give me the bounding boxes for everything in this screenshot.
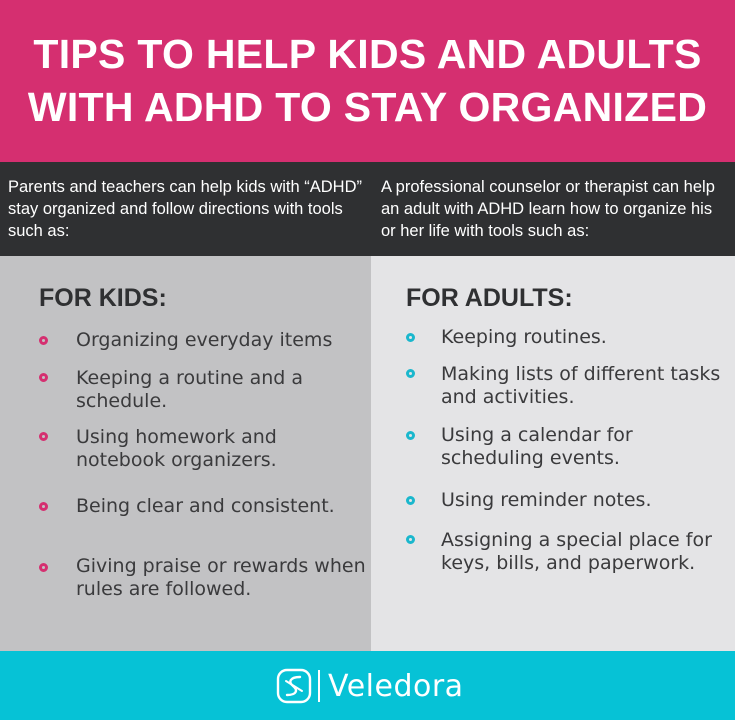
kids-column (0, 256, 371, 651)
kids-item: Using homework and notebook organizers. (76, 426, 277, 471)
adults-bullet-icon (406, 535, 415, 544)
adults-item: Using a calendar for scheduling events. (441, 424, 633, 469)
brand-logo[interactable] (276, 666, 464, 706)
kids-bullet-icon (39, 432, 48, 441)
veledora-logo-icon (276, 668, 312, 704)
adults-bullet-icon (406, 333, 415, 342)
kids-bullet-icon (39, 502, 48, 511)
intro-kids-text: Parents and teachers can help kids with “ADHD” stay organized and follow directions with tools such as: (8, 178, 362, 240)
adults-item: Using reminder notes. (441, 489, 652, 511)
adults-bullet-icon (406, 431, 415, 440)
adults-title: FOR ADULTS: (406, 284, 573, 312)
kids-bullet-icon (39, 336, 48, 345)
footer-band (0, 651, 735, 720)
page-header (0, 0, 735, 162)
adults-column (371, 256, 735, 651)
kids-item: Organizing everyday items (76, 329, 333, 351)
kids-item: Being clear and consistent. (76, 495, 335, 517)
intro-adults-text: A professional counselor or therapist can help an adult with ADHD learn how to organize his or her life with tools such as: (381, 178, 715, 240)
header-title-line-1: TIPS TO HELP KIDS AND ADULTS (33, 31, 702, 77)
adults-item: Making lists of different tasks and activities. (441, 363, 721, 408)
kids-bullet-icon (39, 373, 48, 382)
adults-item: Assigning a special place for keys, bills, and paperwork. (441, 529, 712, 574)
logo-divider (318, 670, 320, 702)
adults-bullet-icon (406, 369, 415, 378)
header-title-line-2: WITH ADHD TO STAY ORGANIZED (27, 84, 708, 130)
adults-bullet-icon (406, 496, 415, 505)
kids-bullet-icon (39, 563, 48, 572)
kids-item: Keeping a routine and a schedule. (76, 367, 304, 412)
kids-item: Giving praise or rewards when rules are followed. (76, 555, 366, 600)
adults-item: Keeping routines. (441, 326, 607, 348)
brand-name: Veledora (328, 668, 464, 704)
kids-title: FOR KIDS: (39, 284, 167, 312)
intro-band (0, 162, 735, 256)
